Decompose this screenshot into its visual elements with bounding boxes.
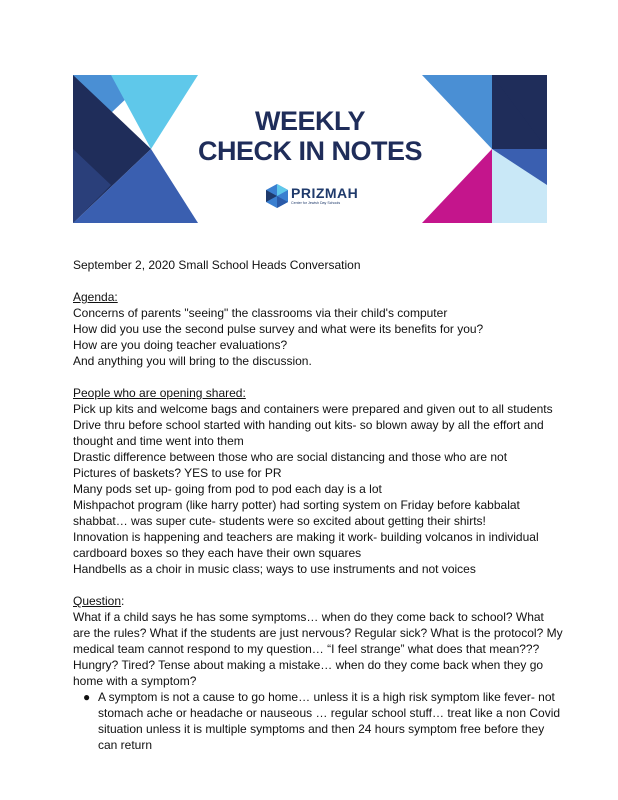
- triangle-mid-blue-right: [422, 75, 492, 149]
- answer-list: [73, 689, 563, 753]
- question-label-colon: :: [121, 594, 125, 608]
- agenda-item: How did you use the second pulse survey and what were its benefits for you?: [73, 322, 484, 336]
- opening-item: Drive thru before school started with handing out kits- so blown away by all the effort and thought and time went into them: [73, 418, 544, 448]
- agenda-item: Concerns of parents "seeing" the classrooms via their child's computer: [73, 306, 448, 320]
- bullet-icon: ●: [83, 690, 91, 704]
- question-text: What if a child says he has some symptoms… when do they come back to school? What are the rules? What if the students are just nervous? Regular sick? What is the protocol? My medical team cannot respond to my question… “I feel strange” what does that mean??? Hungry? Tired? Tense about making a mistake… when do they come back when they go home with a symptom?: [73, 610, 563, 688]
- opening-item: Drastic difference between those who are social distancing and those who are not: [73, 450, 508, 464]
- logo-tagline: Center for Jewish Day Schools: [291, 201, 341, 205]
- opening-item: Pick up kits and welcome bags and containers were prepared and given out to all students: [73, 402, 553, 416]
- header-banner: [73, 75, 547, 223]
- prizmah-logo-icon: [266, 184, 288, 208]
- agenda-item: And anything you will bring to the discussion.: [73, 354, 312, 368]
- document-heading: September 2, 2020 Small School Heads Conversation: [73, 258, 361, 272]
- opening-item: Many pods set up- going from pod to pod each day is a lot: [73, 482, 382, 496]
- triangle-magenta: [422, 149, 492, 223]
- agenda-item: How are you doing teacher evaluations?: [73, 338, 288, 352]
- question-label: Question: [73, 594, 122, 608]
- opening-item: Pictures of baskets? YES to use for PR: [73, 466, 282, 480]
- geometric-art-right: [422, 75, 547, 223]
- opening-item: Innovation is happening and teachers are making it work- building volcanos in individual cardboard boxes so they each have their own squares: [73, 530, 539, 560]
- answer-text: A symptom is not a cause to go home… unless it is a high risk symptom like fever- not stomach ache or headache or nauseous … regular school stuff… treat like a non Covid situation unless it is multiple symptoms and then 24 hours symptom free before they can return: [98, 690, 561, 752]
- agenda-label: Agenda:: [73, 290, 118, 304]
- opening-item: Handbells as a choir in music class; ways to use instruments and not voices: [73, 562, 476, 576]
- banner-title-line-1: WEEKLY: [254, 106, 366, 136]
- logo-name: PRIZMAH: [291, 185, 359, 201]
- question-label-line: [73, 593, 563, 609]
- answer-item: [73, 689, 563, 753]
- banner-title-line-2: CHECK IN NOTES: [197, 136, 423, 166]
- document-body: [73, 257, 563, 753]
- opening-item: Mishpachot program (like harry potter) had sorting system on Friday before kabbalat shabbat… was super cute- students were so excited about getting their shirts!: [73, 498, 520, 528]
- opening-shared-label: People who are opening shared:: [73, 386, 246, 400]
